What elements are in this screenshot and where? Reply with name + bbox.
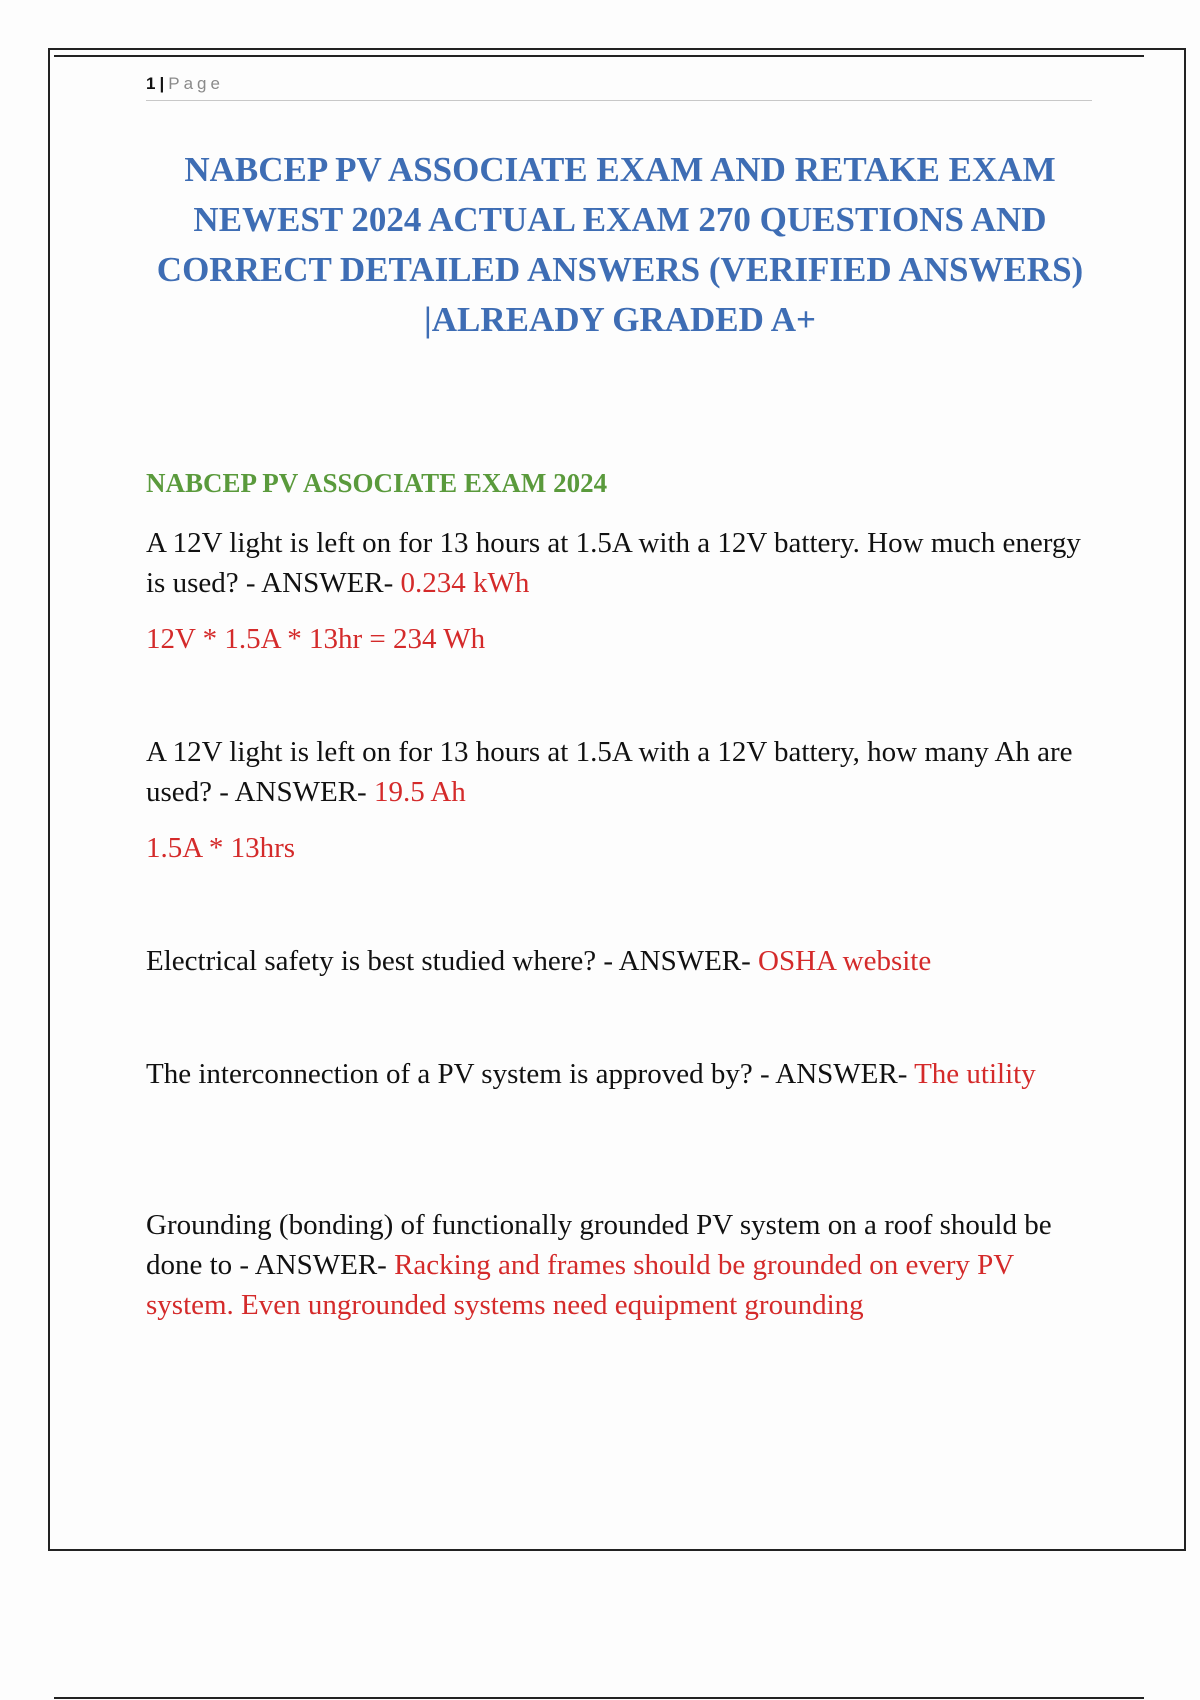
- page-separator: |: [159, 74, 165, 93]
- answer-text: The utility: [914, 1058, 1036, 1090]
- page-number: 1: [146, 74, 156, 93]
- question-text: Grounding (bonding) of functionally grounded PV system on a roof should be done to - ANSWER-: [146, 1209, 1052, 1281]
- answer-text: OSHA website: [758, 945, 932, 977]
- bottom-rule: [54, 1697, 1144, 1699]
- question-text: A 12V light is left on for 13 hours at 1.5A with a 12V battery, how many Ah are used? - ANSWER-: [146, 736, 1073, 808]
- question-text: Electrical safety is best studied where? - ANSWER-: [146, 945, 759, 977]
- page-header: [146, 74, 1092, 101]
- question-3: [146, 941, 1086, 981]
- page-label: Page: [168, 74, 224, 93]
- answer-text: 19.5 Ah: [373, 776, 466, 808]
- section-heading: NABCEP PV ASSOCIATE EXAM 2024: [146, 468, 608, 498]
- question-2: [146, 732, 1086, 812]
- question-1: [146, 523, 1086, 603]
- answer-text: Racking and frames should be grounded on every PV system. Even ungrounded systems need equipment grounding: [146, 1249, 1014, 1321]
- document-title: NABCEP PV ASSOCIATE EXAM AND RETAKE EXAM NEWEST 2024 ACTUAL EXAM 270 QUESTIONS AND CORRECT DETAILED ANSWERS (VERIFIED ANSWERS) |ALREADY GRADED A+: [156, 150, 1084, 339]
- work-1: 12V * 1.5A * 13hr = 234 Wh: [146, 623, 486, 655]
- answer-text: 0.234 kWh: [400, 567, 530, 599]
- question-text: The interconnection of a PV system is approved by? - ANSWER-: [146, 1058, 915, 1090]
- work-2: 1.5A * 13hrs: [146, 832, 296, 864]
- question-text: A 12V light is left on for 13 hours at 1.5A with a 12V battery. How much energy is used? - ANSWER-: [146, 527, 1081, 599]
- question-4: [146, 1054, 1086, 1094]
- question-5: [146, 1205, 1086, 1325]
